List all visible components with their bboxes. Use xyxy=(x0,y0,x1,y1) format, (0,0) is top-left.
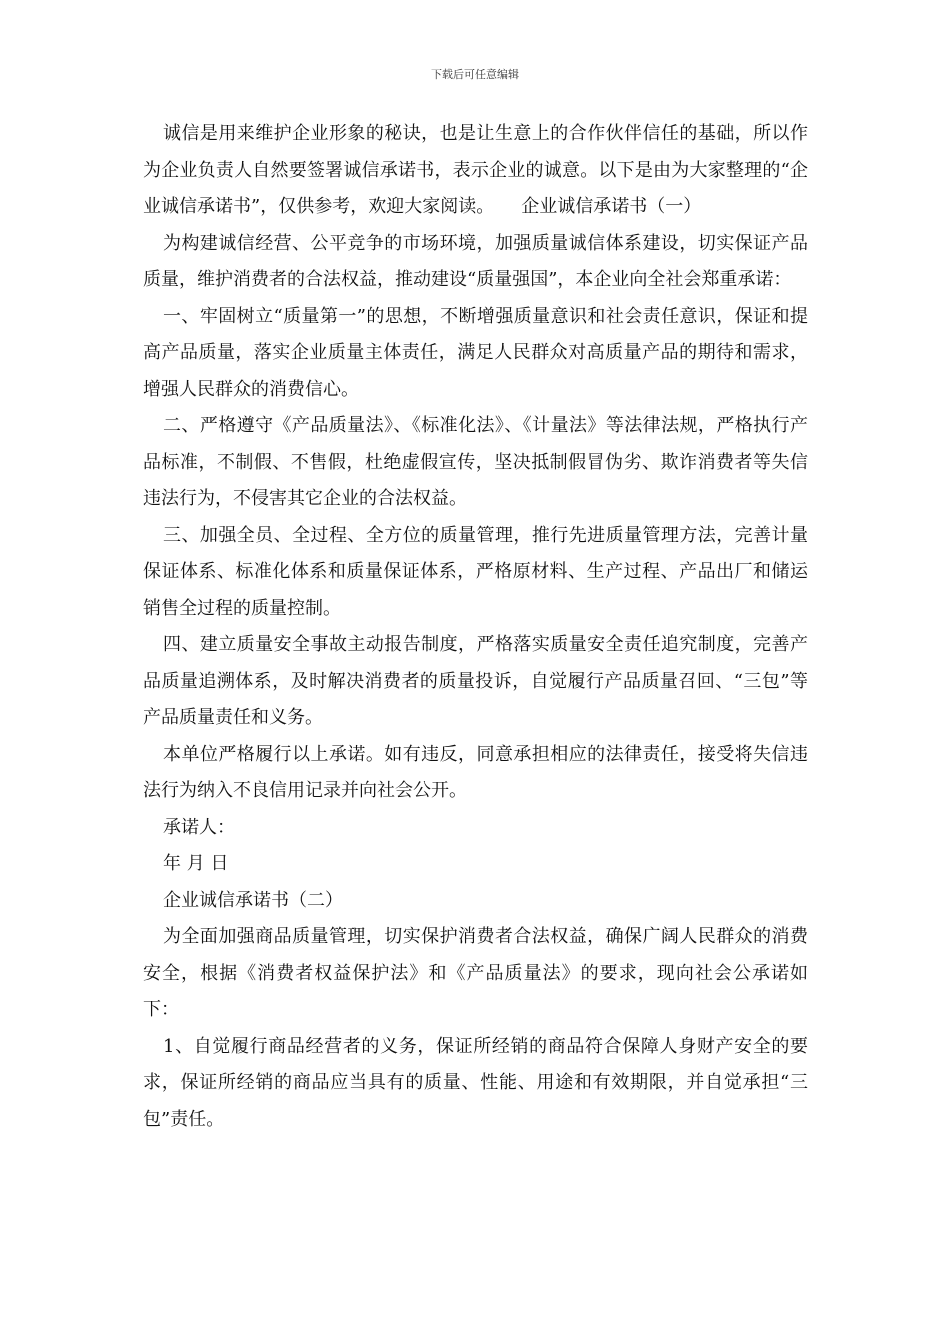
paragraph-section-2-item-1: 1、自觉履行商品经营者的义务，保证所经销的商品符合保障人身财产安全的要求，保证所经销的商品应当具有的质量、性能、用途和有效期限，并自觉承担“三包”责任。 xyxy=(143,1035,808,1130)
paragraph-item-1: 一、牢固树立“质量第一”的思想，不断增强质量意识和社会责任意识，保证和提高产品质量，落实企业质量主体责任，满足人民群众对高质量产品的期待和需求，增强人民群众的消费信心。 xyxy=(143,305,808,400)
paragraph-pledge-preamble: 为构建诚信经营、公平竞争的市场环境，加强质量诚信体系建设，切实保证产品质量，维护消费者的合法权益，推动建设“质量强国”，本企业向全社会郑重承诺： xyxy=(143,232,808,290)
section-title-2: 企业诚信承诺书（二） xyxy=(163,889,343,911)
page-header: 下载后可任意编辑 xyxy=(431,68,519,81)
paragraph-section-2-preamble: 为全面加强商品质量管理，切实保护消费者合法权益，确保广阔人民群众的消费安全，根据《消费者权益保护法》和《产品质量法》的要求，现向社会公承诺如下： xyxy=(143,926,808,1020)
paragraph-item-2: 二、严格遵守《产品质量法》、《标准化法》、《计量法》等法律法规，严格执行产品标准，不制假、不售假，杜绝虚假宣传，坚决抵制假冒伪劣、欺诈消费者等失信违法行为，不侵害其它企业的合法权益。 xyxy=(143,415,808,509)
date-line: 年 月 日 xyxy=(163,853,229,874)
paragraph-closing: 本单位严格履行以上承诺。如有违反，同意承担相应的法律责任，接受将失信违法行为纳入不良信用记录并向社会公开。 xyxy=(143,743,808,801)
paragraph-item-4: 四、建立质量安全事故主动报告制度，严格落实质量安全责任追究制度，完善产品质量追溯体系，及时解决消费者的质量投诉，自觉履行产品质量召回、“三包”等产品质量责任和义务。 xyxy=(143,634,808,728)
document-body xyxy=(143,116,808,1138)
paragraph-intro: 诚信是用来维护企业形象的秘诀，也是让生意上的合作伙伴信任的基础，所以作为企业负责人自然要签署诚信承诺书，表示企业的诚意。以下是由为大家整理的“企业诚信承诺书”，仅供参考，欢迎大家阅读。 企业诚信承诺书（一） xyxy=(143,123,808,217)
paragraph-item-3: 三、加强全员、全过程、全方位的质量管理，推行先进质量管理方法，完善计量保证体系、标准化体系和质量保证体系，严格原材料、生产过程、产品出厂和储运销售全过程的质量控制。 xyxy=(143,524,808,619)
signature-line: 承诺人： xyxy=(163,816,235,838)
